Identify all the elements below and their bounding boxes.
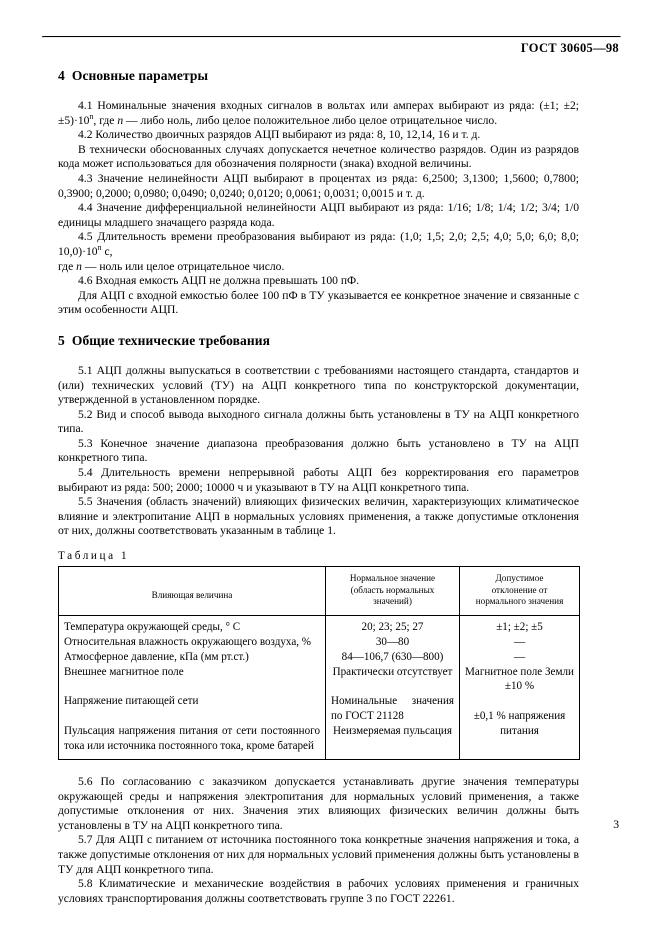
clause-5-6: 5.6 По согласованию с заказчиком допускается устанавливать другие значения температуры окружающей среды и напряжения электропитания для нормальных условий применения, а также допустимые отклонения от них. Значения этих влияющих физических величин должны быть установлены в ТУ на АЦП конкретного типа. [58,774,579,832]
normal-value-list [326,616,459,744]
table-caption: Таблица 1 [58,550,130,563]
clause-4-5-text-b: с, [101,244,113,258]
clause-4-3: 4.3 Значение нелинейности АЦП выбирают в процентах из ряда: 6,2500; 3,1300; 1,5600; 0,7800; 0,3900; 0,2000; 0,0980; 0,0490; 0,0240; 0,0120; 0,0061; 0,0031; 0,0015 и т. д. [58,171,579,200]
page-header [42,36,619,56]
clause-4-2-note: В технически обоснованных случаях допускается нечетное количество разрядов. Один из разрядов кода может использоваться для обозначения полярности (знака) входной величины. [58,142,579,171]
clause-4-5-variable: n [76,259,82,273]
table-header-row [59,567,580,616]
clause-4-6-note: Для АЦП с входной емкостью более 100 пФ в ТУ указывается ее конкретное значение и связанные с этим особенности АЦП. [58,288,579,317]
clause-4-4: 4.4 Значение дифференциальной нелинейности АЦП выбирают из ряда: 1/16; 1/8; 1/4; 1/2; 3/4; 1/0 единицы младшего значащего разряда кода. [58,201,579,229]
page-number: 3 [613,818,619,831]
table-row: Неизмеряемая пульсация [333,725,452,738]
table-row: Напряжение питающей сети [64,695,199,708]
table-header-deviation [460,567,580,616]
table-header-quantity: Влияющая величина [59,567,326,616]
table-header-normal-value-line2: (область нормальных [350,584,435,595]
clause-4-5-text-a: 4.5 Длительность времени преобразования выбирают из ряда: (1,0; 1,5; 2,0; 2,5; 4,0; 5,0; 6,0; 8,0; 10,0)·10 [58,230,579,258]
table-row: Магнитное поле Земли [465,665,574,678]
clause-4-5-exponent: n [97,243,102,253]
clause-5-4: 5.4 Длительность времени непрерывной работы АЦП без корректирования его параметров выбирают из ряда: 500; 2000; 10000 ч и указывают в ТУ на АЦП конкретного типа. [58,466,579,494]
clause-5-2: 5.2 Вид и способ вывода выходного сигнала должны быть установлены в ТУ на АЦП конкретного типа. [58,407,579,436]
clause-4-1-variable: n [117,113,124,127]
table-row: ±1; ±2; ±5 [496,620,543,633]
clause-4-1 [58,99,579,128]
section-number-5: 5 [58,332,65,348]
document-body [58,68,579,906]
clause-5-8: 5.8 Климатические и механические воздействия в рабочих условиях применения и граничных условиях транспортирования должны соответствовать группе 3 по ГОСТ 22261. [58,877,579,905]
section-number-4: 4 [58,68,65,83]
table-row: Номинальные значения по ГОСТ 21128 [331,695,454,723]
section-heading-5 [58,333,579,349]
standard-code: ГОСТ 30605—98 [520,41,619,55]
table-header-normal-value [326,567,460,616]
clause-5-7: 5.7 Для АЦП с питанием от источника постоянного тока конкретные значения напряжения и тока, а также допустимые отклонения от них для нормальных условий применения должны быть установлены в ТУ для АЦП конкретного типа. [58,833,579,876]
table-influencing-quantities [58,566,580,760]
table-header-normal-value-line1: Нормальное значение [349,573,436,584]
quantity-list [59,616,325,759]
table-row: ±0,1 % напряжения питания [473,710,566,738]
table-body-row [59,615,580,759]
clause-4-2: 4.2 Количество двоичных разрядов АЦП выбирают из ряда: 8, 10, 12,14, 16 и т. д. [78,128,481,142]
section-title-5: Общие технические требования [71,332,270,348]
section-title-4: Основные параметры [71,68,209,83]
clause-4-6: 4.6 Входная емкость АЦП не должна превышать 100 пФ. [78,274,360,288]
clause-4-1-exponent: n [89,111,94,121]
table-header-normal-value-line3: значений) [373,596,412,607]
clause-4-5 [58,230,579,259]
table-header-deviation-line2: отклонение от [491,584,548,595]
clause-4-5-note-b: — ноль или целое отрицательное число. [81,259,285,273]
section-heading-4 [58,68,579,84]
clause-4-5-note [58,260,579,275]
table-row: Пульсация напряжения питания от сети постоянного тока или источника постоянного тока, кроме батарей [64,725,320,753]
table-row: Атмосферное давление, кПа (мм рт.ст.) [64,650,249,663]
table-cell-quantities [59,615,326,759]
table-row: — [513,650,526,663]
clause-5-1: 5.1 АЦП должны выпускаться в соответствии с требованиями настоящего стандарта, стандартов и (или) технических условий (ТУ) на АЦП конкретного типа по конструкторской документации, утвержденной в установленном порядке. [58,363,579,407]
clause-5-5: 5.5 Значения (область значений) влияющих физических величин, характеризующих климатическое влияние и электропитание АЦП в нормальных условиях применения, а также допустимые отклонения от них, должны соответствовать указанным в таблице 1. [58,495,579,538]
table-header-deviation-line3: нормального значения [475,596,564,607]
table-cell-normal-values [326,615,460,759]
deviation-list [460,616,579,744]
clause-4-1-text-a: 4.1 Номинальные значения входных сигналов в вольтах или амперах выбирают из ряда: (±1; ±2; ±5)·10 [58,99,579,127]
table-row: Внешнее магнитное поле [64,665,184,678]
table-row: Температура окружающей среды, ° С [64,620,241,633]
table-header-deviation-line1: Допустимое [495,573,544,584]
table-row: — [513,635,526,648]
clause-4-1-text-b: , где [93,113,118,127]
table-row: Относительная влажность окружающего воздуха, % [64,635,312,648]
table-row: 30—80 [375,635,410,648]
table-row: ±10 % [504,680,535,693]
clause-5-3: 5.3 Конечное значение диапазона преобразования должно быть установлено в ТУ на АЦП конкретного типа. [58,436,579,465]
clause-4-5-note-a: где [58,259,77,273]
table-row: 84—106,7 (630—800) [341,650,444,663]
table-row: 20; 23; 25; 27 [361,620,424,633]
table-cell-deviations [460,615,580,759]
table-row: Практически отсутствует [332,665,453,678]
clause-4-1-text-c: — либо ноль, либо целое положительное либо целое отрицательное число. [123,113,498,127]
